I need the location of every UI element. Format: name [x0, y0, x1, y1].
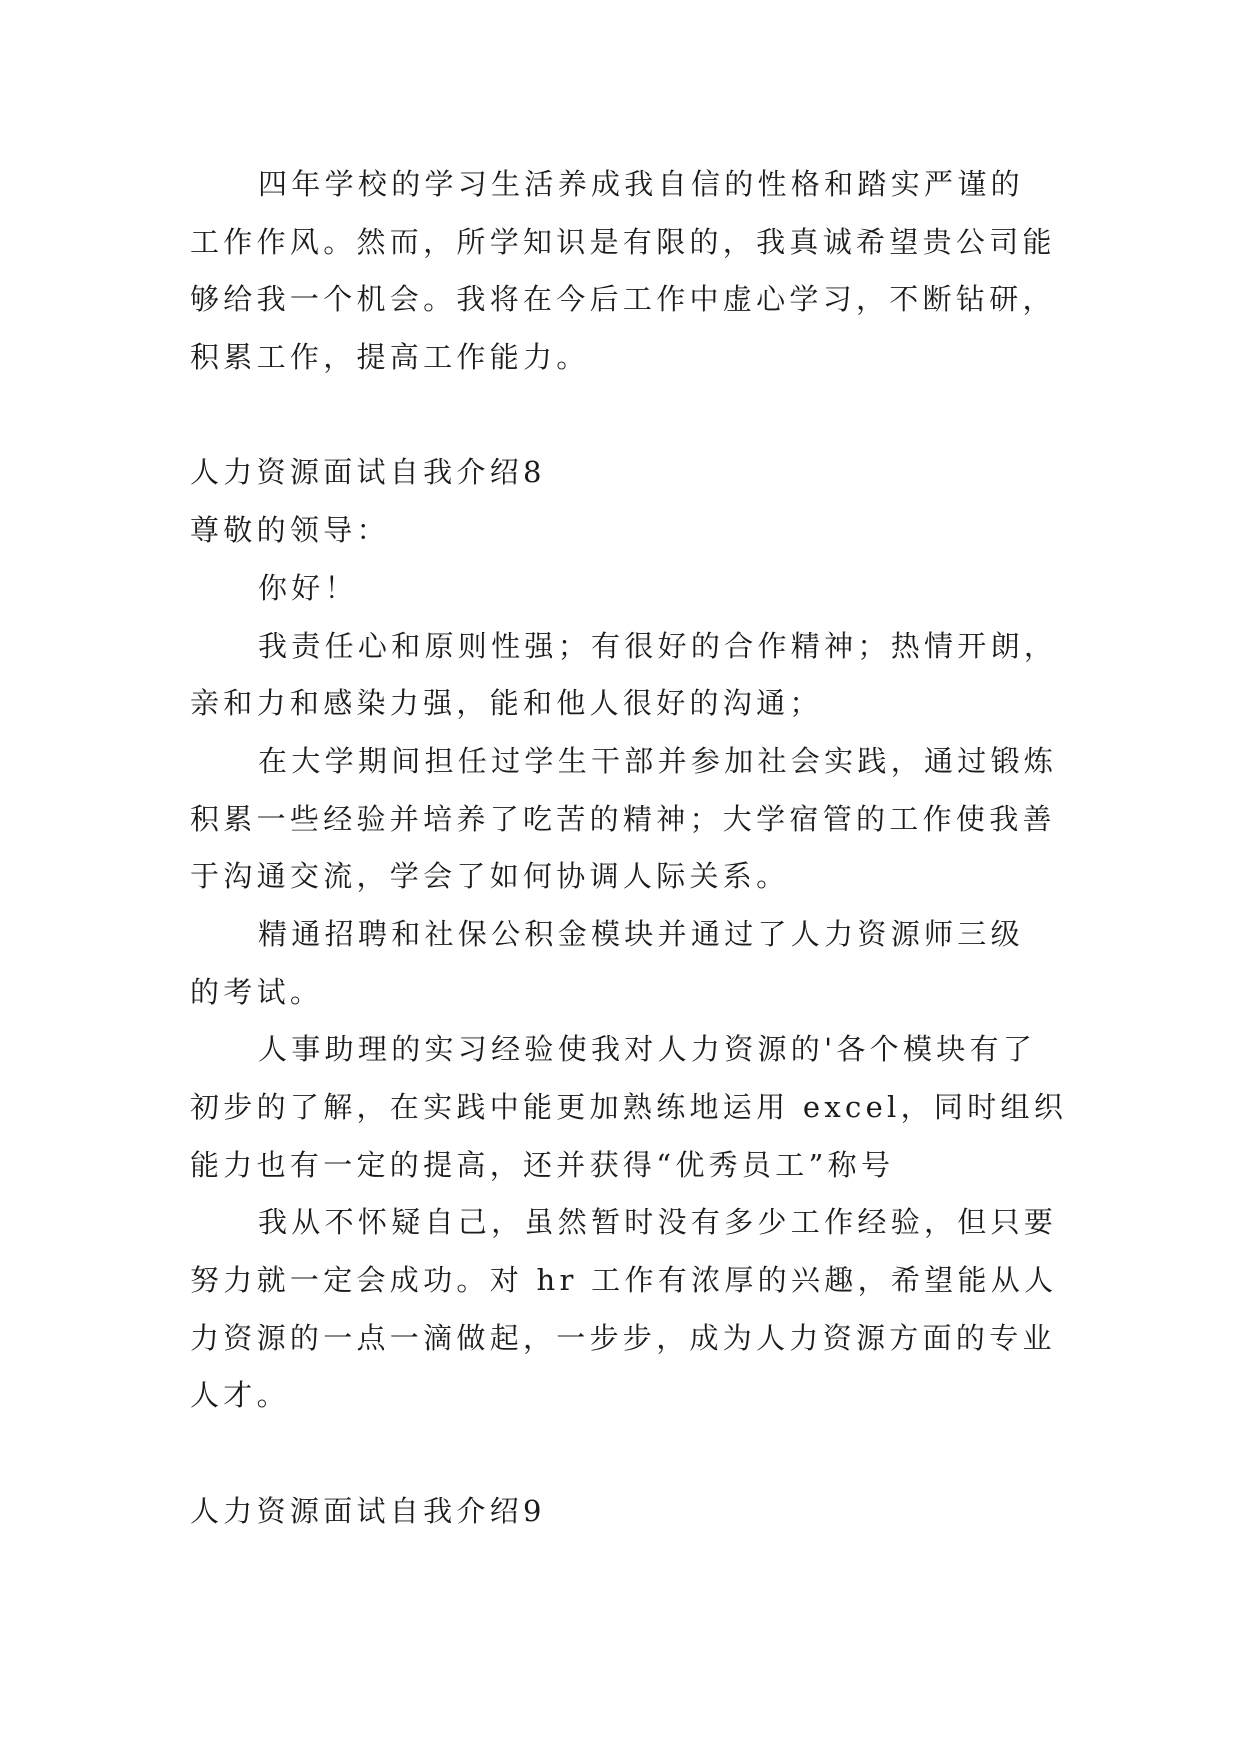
section-heading: 人力资源面试自我介绍9	[190, 1493, 546, 1528]
salutation: 尊敬的领导：	[190, 513, 390, 548]
document-body	[190, 156, 1070, 1541]
paragraph-line: 四年学校的学习生活养成我自信的性格和踏实严谨的	[258, 167, 1024, 201]
paragraph-line: 能力也有一定的提高，还并获得“优秀员工”称号	[190, 1147, 895, 1182]
paragraph	[190, 1021, 1070, 1194]
section-8	[190, 444, 1070, 1425]
paragraph-line: 初步的了解，在实践中能更加熟练地运用 excel，同时组织	[190, 1090, 1068, 1124]
section-9	[190, 1483, 1070, 1541]
paragraph-line: 在大学期间担任过学生干部并参加社会实践，通过锻炼	[258, 743, 1058, 778]
paragraph	[190, 618, 1070, 733]
paragraph	[190, 733, 1070, 906]
paragraph	[190, 906, 1070, 1021]
paragraph-line: 努力就一定会成功。对 hr 工作有浓厚的兴趣，希望能从人	[190, 1263, 1058, 1298]
spacer	[190, 387, 1070, 445]
greeting: 你好！	[258, 570, 358, 605]
paragraph-line: 我从不怀疑自己，虽然暂时没有多少工作经验，但只要	[258, 1205, 1058, 1240]
spacer	[190, 1425, 1070, 1483]
paragraph-line: 力资源的一点一滴做起，一步步，成为人力资源方面的专业	[190, 1320, 1056, 1355]
paragraph-line: 亲和力和感染力强，能和他人很好的沟通；	[190, 686, 823, 721]
paragraph-line: 人才。	[190, 1378, 290, 1413]
paragraph-line: 我责任心和原则性强；有很好的合作精神；热情开朗，	[258, 628, 1058, 663]
intro-paragraph	[190, 156, 1070, 387]
paragraph-line: 于沟通交流，学会了如何协调人际关系。	[190, 859, 790, 894]
paragraph-line: 工作作风。然而，所学知识是有限的，我真诚希望贵公司能	[190, 224, 1056, 259]
paragraph-line: 精通招聘和社保公积金模块并通过了人力资源师三级	[258, 916, 1024, 951]
paragraph-line: 的考试。	[190, 974, 324, 1009]
section-heading: 人力资源面试自我介绍8	[190, 455, 546, 490]
paragraph-line: 够给我一个机会。我将在今后工作中虚心学习，不断钻研，	[190, 282, 1056, 317]
paragraph-line: 人事助理的实习经验使我对人力资源的'各个模块有了	[258, 1032, 1037, 1067]
paragraph	[190, 1194, 1070, 1425]
paragraph-line: 积累工作，提高工作能力。	[190, 340, 590, 375]
paragraph-line: 积累一些经验并培养了吃苦的精神；大学宿管的工作使我善	[190, 801, 1056, 836]
